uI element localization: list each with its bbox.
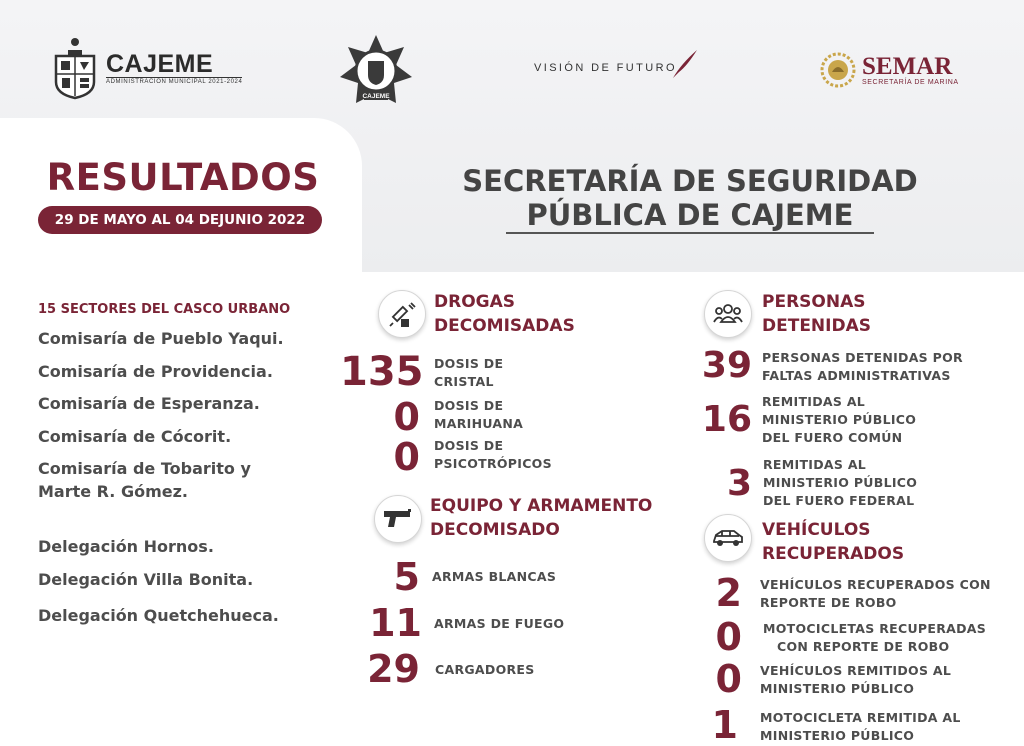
armamento-value: 11 (369, 601, 422, 645)
vehiculos-label-line: MINISTERIO PÚBLICO (760, 681, 915, 696)
personas-label (762, 349, 963, 385)
vision-de-futuro-logo (534, 56, 699, 80)
armamento-title (430, 494, 652, 542)
personas-label (763, 456, 917, 510)
police-badge-label: CAJEME (362, 93, 390, 100)
personas-icon-circle (704, 290, 752, 338)
vehiculos-label-line: MOTOCICLETAS RECUPERADAS (763, 621, 987, 636)
personas-label-line: FALTAS ADMINISTRATIVAS (762, 368, 951, 383)
vehiculos-label-line: REPORTE DE ROBO (760, 595, 897, 610)
location-item: Comisaría de Cócorit. (38, 427, 232, 446)
armamento-label: ARMAS DE FUEGO (434, 616, 565, 631)
personas-label-line: REMITIDAS AL (763, 457, 867, 472)
people-group-icon (712, 302, 744, 326)
personas-title-line-1: PERSONAS (762, 292, 866, 312)
vehiculos-title-line-1: VEHÍCULOS (762, 520, 871, 540)
personas-label-line: MINISTERIO PÚBLICO (762, 412, 917, 427)
personas-label-line: PERSONAS DETENIDAS POR (762, 350, 963, 365)
armamento-label: ARMAS BLANCAS (432, 569, 557, 584)
cajeme-logo-subtitle: ADMINISTRACIÓN MUNICIPAL 2021-2024 (106, 79, 243, 85)
drogas-value: 0 (393, 435, 420, 479)
personas-value: 39 (701, 345, 752, 386)
location-item: Delegación Hornos. (38, 537, 214, 556)
vehiculos-label-line: MINISTERIO PÚBLICO (760, 728, 915, 743)
secretaria-line-1: SECRETARÍA DE SEGURIDAD (462, 164, 918, 198)
title-underline (506, 232, 874, 234)
results-title: RESULTADOS (46, 156, 320, 199)
cajeme-logo-word: CAJEME (106, 50, 214, 78)
armamento-icon-circle (374, 495, 422, 543)
cajeme-shield-icon (52, 36, 98, 100)
police-star-badge-icon (338, 33, 414, 109)
date-range-badge: 29 DE MAYO AL 04 DEJUNIO 2022 (38, 206, 322, 234)
cajeme-logo (52, 36, 242, 100)
location-item: Comisaría de Pueblo Yaqui. (38, 329, 284, 348)
vehiculos-label (760, 576, 991, 612)
vehiculos-value: 0 (715, 615, 742, 659)
vehiculos-value: 1 (711, 703, 738, 746)
location-item: Comisaría de Esperanza. (38, 394, 260, 413)
handgun-icon (382, 507, 414, 531)
location-item: Marte R. Gómez. (38, 482, 188, 501)
secretaria-line-2: PÚBLICA DE CAJEME (526, 198, 854, 232)
drogas-label-line: MARIHUANA (434, 416, 524, 431)
location-item: Comisaría de Providencia. (38, 362, 273, 381)
arrow-swoosh-icon (671, 48, 699, 80)
personas-label-line: DEL FUERO COMÚN (762, 430, 903, 445)
vehiculos-label (763, 620, 986, 656)
drogas-label-line: PSICOTRÓPICOS (434, 456, 552, 471)
vehiculos-label-line: VEHÍCULOS RECUPERADOS CON (760, 577, 991, 592)
drogas-title-line-1: DROGAS (434, 292, 516, 312)
drogas-icon-circle (378, 290, 426, 338)
vehiculos-label-line: VEHÍCULOS REMITIDOS AL (760, 663, 952, 678)
personas-value: 3 (726, 463, 752, 504)
vehiculos-label-line: MOTOCICLETA REMITIDA AL (760, 710, 961, 725)
drogas-label-line: DOSIS DE (434, 356, 504, 371)
drogas-label (434, 397, 523, 433)
vision-text: VISIÓN DE FUTURO (534, 62, 677, 74)
vehiculos-label (760, 662, 951, 698)
drogas-label (434, 437, 552, 473)
personas-label-line: DEL FUERO FEDERAL (763, 493, 915, 508)
personas-title-line-2: DETENIDAS (762, 316, 871, 336)
armamento-title-line-1: EQUIPO Y ARMAMENTO (430, 496, 653, 516)
drogas-label-line: DOSIS DE (434, 438, 504, 453)
personas-label-line: MINISTERIO PÚBLICO (763, 475, 918, 490)
location-item: Delegación Villa Bonita. (38, 570, 254, 589)
personas-value: 16 (701, 399, 752, 440)
drogas-label (434, 355, 503, 391)
vehiculos-title (762, 518, 904, 566)
drogas-label-line: CRISTAL (434, 374, 494, 389)
vehiculos-value: 0 (715, 657, 742, 701)
secretaria-title (420, 164, 960, 232)
location-item: Comisaría de Tobarito y (38, 459, 251, 478)
personas-label-line: REMITIDAS AL (762, 394, 866, 409)
syringe-icon (387, 299, 417, 329)
armamento-title-line-2: DECOMISADO (430, 520, 560, 540)
semar-logo (820, 52, 959, 88)
drogas-title-line-2: DECOMISADAS (434, 316, 575, 336)
armamento-value: 5 (393, 555, 420, 599)
car-icon (712, 527, 744, 549)
location-item: Delegación Quetchehueca. (38, 606, 279, 625)
vehiculos-icon-circle (704, 514, 752, 562)
semar-subtitle: SECRETARÍA DE MARINA (862, 78, 959, 86)
personas-title (762, 290, 871, 338)
mexico-eagle-seal-icon (820, 52, 856, 88)
vehiculos-value: 2 (715, 571, 742, 615)
drogas-value: 135 (340, 349, 424, 395)
vehiculos-label-line: CON REPORTE DE ROBO (777, 639, 950, 654)
drogas-value: 0 (393, 395, 420, 439)
armamento-label: CARGADORES (435, 662, 535, 677)
armamento-value: 29 (367, 647, 420, 691)
drogas-label-line: DOSIS DE (434, 398, 504, 413)
vehiculos-title-line-2: RECUPERADOS (762, 544, 905, 564)
sectors-title: 15 SECTORES DEL CASCO URBANO (38, 302, 291, 317)
personas-label (762, 393, 916, 447)
semar-word: SEMAR (862, 52, 953, 80)
drogas-title (434, 290, 575, 338)
vehiculos-label (760, 709, 961, 745)
